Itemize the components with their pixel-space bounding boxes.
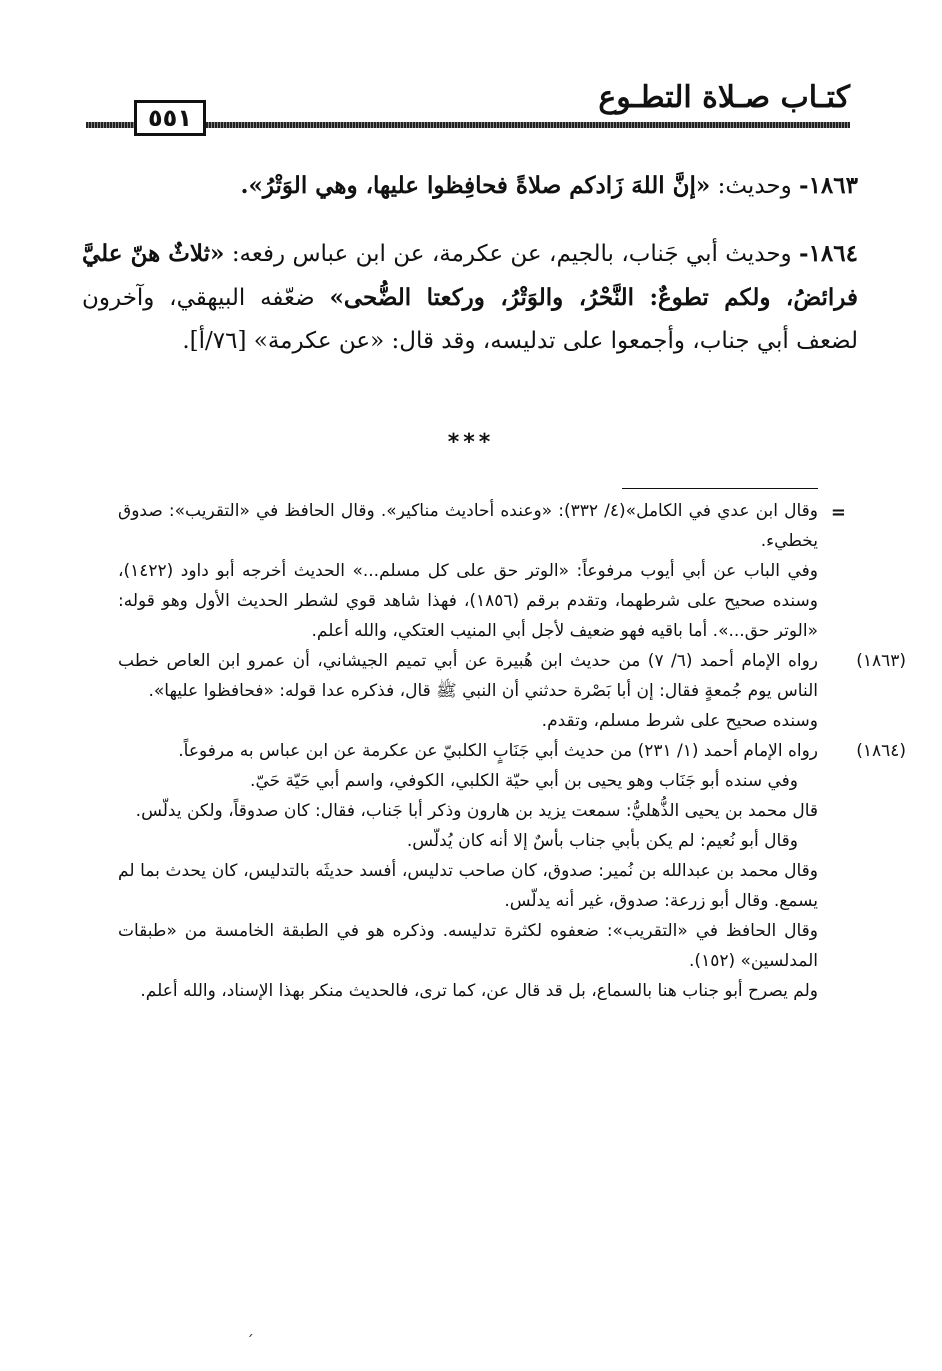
running-title: كتـاب صـلاة التطـوع: [598, 80, 850, 115]
continuation-mark: =: [830, 502, 846, 523]
footnote-continued-line: وقال ابن عدي في الكامل»(٤/ ٣٣٢): «وعنده أحاديث مناكير». وقال الحافظ في «التقريب»: صدوق يخطيء.: [118, 501, 818, 551]
hadith-1863: [82, 164, 858, 208]
page-number: ٥٥١: [134, 100, 206, 136]
main-text: [82, 164, 858, 387]
footnote-text: رواه الإمام أحمد (٦/ ٧) من حديث ابن هُبيرة عن أبي تميم الجيشاني، أن عمرو ابن العاص خطب الناس يوم جُمعةٍ فقال: إن أبا بَصْرة حدثني أن النبي ﷺ قال، فذكره عدا قوله: «فحافظوا عليها».: [118, 651, 819, 701]
footnotes: [118, 496, 906, 1006]
hadith-intro: وحديث أبي جَناب، بالجيم، عن عكرمة، عن ابن عباس رفعه:: [231, 241, 792, 267]
footnote-1863: [118, 646, 906, 736]
footnote-text: وسنده صحيح على شرط مسلم، وتقدم.: [541, 711, 818, 731]
footnote-text: وقال محمد بن عبدالله بن نُمير: صدوق، كان صاحب تدليس، أفسد حديثَه بالتدليس، كان يحدث بما لم يسمع. وقال أبو زرعة: صدوق، غير أنه يدلّس.: [118, 861, 818, 911]
footnote-text: قال محمد بن يحيى الذُّهليُّ: سمعت يزيد بن هارون وذكر أبا جَناب، فقال: كان صدوقاً، ولكن يدلّس.: [135, 801, 818, 821]
hadith-number: ١٨٦٣-: [799, 172, 858, 199]
hadith-number: ١٨٦٤-: [799, 240, 858, 267]
section-separator: ***: [447, 430, 495, 455]
hadith-text: «إنَّ اللهَ زَادكم صلاةً فحافِظوا عليها، وهي الوَتْرُ».: [240, 172, 711, 199]
footnote-number: (١٨٦٣): [856, 651, 906, 671]
page-header: [86, 80, 850, 140]
hadith-1864: [82, 232, 858, 363]
footnote-text: وفي سنده أبو جَنَاب وهو يحيى بن أبي حيّة الكلبي، الكوفي، واسم أبي حَيّة حَيّ.: [250, 771, 798, 791]
footnote-text: وقال أبو نُعيم: لم يكن بأبي جناب بأسٌ إلا أنه كان يُدلّس.: [406, 831, 798, 851]
hadith-commentary: ضعّفه البيهقي، وآخرون لضعف أبي جناب، وأجمعوا على تدليسه، وقد قال: «عن عكرمة» [٧٦/أ].: [82, 285, 858, 354]
footnote-number: (١٨٦٤): [856, 741, 906, 761]
footnote-continued-line: وفي الباب عن أبي أيوب مرفوعاً: «الوتر حق على كل مسلم...» الحديث أخرجه أبو داود (١٤٢٢)، وسنده صحيح على شرطهما، وتقدم برقم (١٨٥٦)، فهذا شاهد قوي لشطر الحديث الأول وهو قوله: «الوتر حق...». أما باقيه فهو ضعيف لأجل أبي المنيب العتكي، والله أعلم.: [118, 561, 819, 641]
footnote-rule: [622, 488, 818, 489]
footnote-text: رواه الإمام أحمد (١/ ٢٣١) من حديث أبي جَنَابٍ الكلبيّ عن عكرمة عن ابن عباس به مرفوعاً.: [178, 741, 818, 761]
hadith-intro: وحديث:: [717, 173, 792, 199]
stray-mark: ˏ: [246, 1318, 254, 1337]
hadith-text: «ثلاثٌ هنّ عليَّ فرائضُ، ولكم تطوعٌ: النَّحْرُ، والوَتْرُ، وركعتا الضُّحى»: [82, 240, 858, 311]
footnote-1864: [118, 736, 906, 1006]
footnote-text: وقال الحافظ في «التقريب»: ضعفوه لكثرة تدليسه. وذكره هو في الطبقة الخامسة من «طبقات المدلسين» (١٥٢).: [118, 921, 818, 971]
footnote-text: ولم يصرح أبو جناب هنا بالسماع، بل قد قال عن، كما ترى، فالحديث منكر بهذا الإسناد، والله أعلم.: [140, 981, 818, 1001]
